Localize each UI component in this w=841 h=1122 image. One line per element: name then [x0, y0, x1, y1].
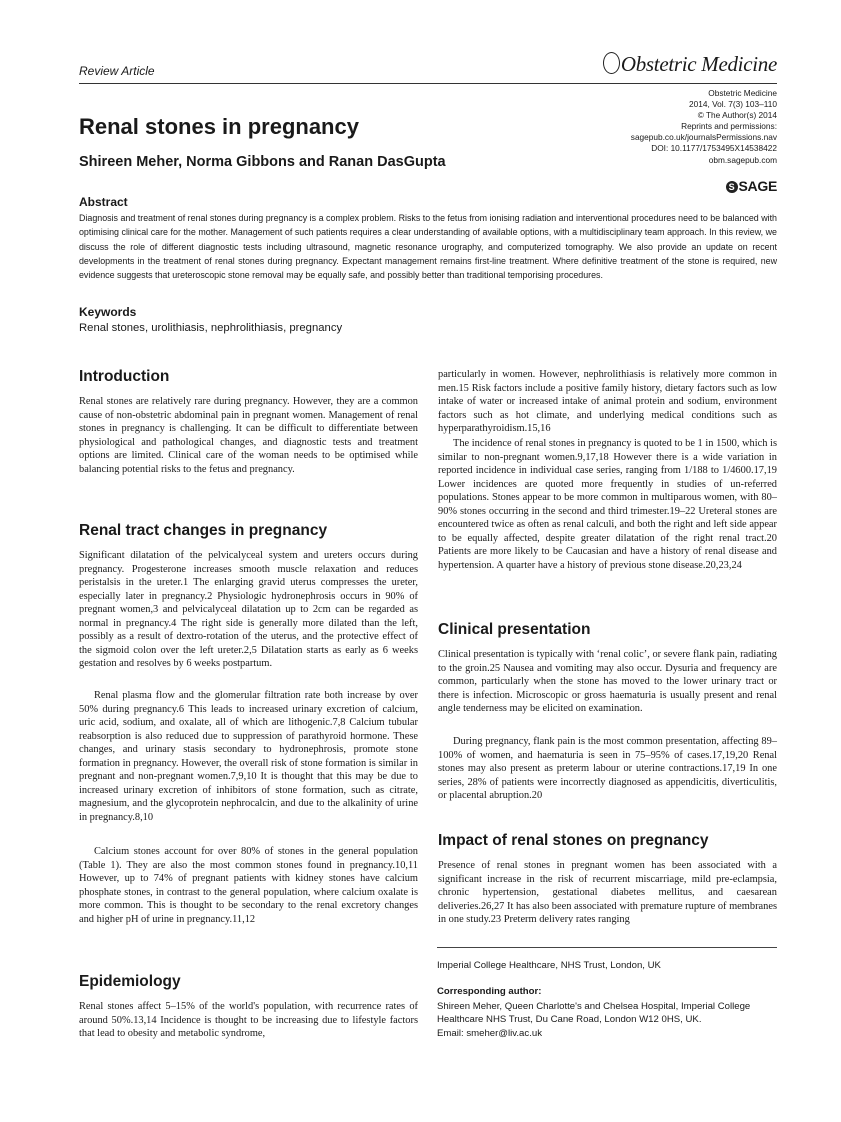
introduction-paragraph: Renal stones are relatively rare during pregnancy. However, they are a common cause of non-obstetric abdominal pain in pregnant women. Management of renal stones in pregnancy is challenging. It can be difficult to differentiate between physiological and pathological changes, and diagnostic tests and treatment options are limited. Clinical care of the woman needs to be optimised while balancing potential risks to the fetus and pregnancy.: [79, 396, 418, 475]
renal-tract-heading: Renal tract changes in pregnancy: [79, 522, 328, 539]
publisher-logo: [726, 178, 777, 194]
abstract-text: Diagnosis and treatment of renal stones during pregnancy is a complex problem. Risks to the fetus from ionising radiation and interventional procedures need to be balanced with optimising clinical care for the mother. Management of such patients requires a clear understanding of available options, with a multidisciplinary team approach. In this review, we discuss the role of different diagnostic tests including ultrasound, magnetic resonance urography, and computerized tomography. We also provide an update on recent developments in the treatment of renal stones during pregnancy. Expectant management remains first-line treatment. Where definitive treatment of the stone is required, new evidence suggests that ureteroscopic stone removal may be equally safe, and possibly better than traditional temporising procedures.: [79, 213, 777, 281]
corresponding-author: [437, 1000, 782, 1040]
epidemiology-paragraph: Renal stones affect 5–15% of the world's population, with recurrence rates of around 50%.13,14 Incidence is thought to be increasing due to lifestyle factors that lead to obesity and metabolic syndrome,: [79, 1001, 418, 1039]
epidemiology-heading: Epidemiology: [79, 973, 181, 990]
article-type-label: Review Article: [79, 64, 155, 78]
introduction-heading: Introduction: [79, 368, 170, 385]
article-title: Renal stones in pregnancy: [79, 114, 359, 139]
renal-tract-paragraph-2: Renal plasma flow and the glomerular filtration rate both increase by over 50% during pregnancy.6 This leads to increased urinary excretion of calcium, uric acid, sodium, and oxalate, all of which are lithogenic.7,8 Calcium tubular reabsorption is also reduced due to suppression of parathyroid hormone. These changes, and urinary stasis secondary to hydronephrosis, promote stone formation in pregnancy. However, the overall risk of stone formation is similar in pregnant and non-pregnant women.7,9,10 It is thought that this may be due to increased urinary excretion of inhibitors of stone formation, such as citrate, magnesium, and the glycoprotein nephrocalcin, and due to the alkalinity of urine in pregnancy.8,10: [79, 690, 418, 823]
renal-tract-paragraph-1: Significant dilatation of the pelvicalyceal system and ureters occurs during pregnancy. Progesterone increases smooth muscle relaxation and reduces peristalsis in the ureter.1 The enlarging gravid uterus compresses the ureter, especially later in pregnancy.2 Physiologic hydronephrosis occurs in 90% of pregnant women,3 and pelvicalyceal dilatation up to 2cm can be regarded as normal in pregnancy.4 The right side is generally more dilated than the left, possibly as a result of dextro-rotation of the uterus, and the protective effect of the sigmoid colon over the left ureter.2,5 Dilatation starts as early as 6 weeks gestation and resolves by 6 weeks postpartum.: [79, 550, 418, 669]
clinical-paragraph-1: Clinical presentation is typically with ‘renal colic’, or severe flank pain, radiating to the groin.25 Nausea and vomiting may also occur. Dysuria and frequency are common, particularly when the stone has moved to the lower urinary tract or there is infection. Microscopic or gross haematuria is usually present and renal angle tenderness may be elicited on examination.: [438, 649, 777, 714]
meta-volume: 2014, Vol. 7(3) 103–110: [689, 99, 777, 110]
footnote-rule: [437, 947, 777, 948]
affiliation: Imperial College Healthcare, NHS Trust, London, UK: [437, 960, 661, 971]
header-rule: [79, 83, 777, 84]
clinical-presentation-heading: Clinical presentation: [438, 621, 591, 638]
corresponding-author-heading: Corresponding author:: [437, 986, 542, 997]
corresponding-author-email[interactable]: Email: smeher@liv.ac.uk: [437, 1027, 542, 1039]
meta-permissions-link[interactable]: sagepub.co.uk/journalsPermissions.nav: [630, 132, 777, 143]
meta-journal: Obstetric Medicine: [708, 88, 777, 98]
renal-tract-paragraph-3: Calcium stones account for over 80% of stones in the general population (Table 1). They are also the most common stones found in pregnancy.10,11 However, up to 74% of pregnant patients with kidney stones have calcium phosphate stones, in contrast to the general population, where calcium oxalate is more common. This is thought to be secondary to the renal excretory changes and higher pH of urine in pregnancy.11,12: [79, 846, 418, 925]
corresponding-author-text: Shireen Meher, Queen Charlotte's and Chelsea Hospital, Imperial College Healthcare NHS Trust, Du Cane Road, London W12 0HS, UK.: [437, 1001, 751, 1026]
sage-icon: S: [726, 181, 738, 193]
publisher-name: SAGE: [738, 178, 777, 194]
epidemiology-continued-paragraph-2: The incidence of renal stones in pregnancy is quoted to be 1 in 1500, which is similar to non-pregnant women.9,17,18 However there is a wide variation in reported incidence in individual case series, ranging from 1/188 to 1/4600.17,19 Lower incidences are quoted more frequently in studies of un-referred populations. Stones appear to be more common in multiparous women, with 80–90% stones occurring in the second and third trimester.19–22 Ureteral stones are encountered twice as often as renal calculi, and both the right and left side appear to be equally affected, despite greater dilatation of the right renal tract.20 Patients are more likely to be Caucasian and have a history of renal disease and hypertension. A quarter have a history of previous stone disease.20,23,24: [438, 438, 777, 571]
meta-copyright: © The Author(s) 2014: [697, 110, 777, 121]
clinical-paragraph-2: During pregnancy, flank pain is the most common presentation, affecting 89–100% of women, and haematuria is seen in 75–95% of cases.17,19,20 Renal stones may also present as preterm labour or uterine contractions.17,19 In one series, 28% of patients were incorrectly diagnosed as appendicitis, diverticulitis, or placental abruption.20: [438, 736, 777, 801]
meta-reprints: Reprints and permissions:: [681, 121, 777, 132]
impact-heading: Impact of renal stones on pregnancy: [438, 832, 709, 849]
journal-meta: [557, 88, 777, 166]
impact-paragraph: Presence of renal stones in pregnant women has been associated with a significant increase in the risk of recurrent miscarriage, mild pre-eclampsia, chronic hypertension, gestational diabetes mellitus, and caesarean deliveries.26,27 It has also been associated with premature rupture of membranes in one study.23 Preterm delivery rates ranging: [438, 860, 777, 925]
journal-logo: [603, 52, 777, 77]
meta-doi[interactable]: DOI: 10.1177/1753495X14538422: [651, 143, 777, 154]
journal-logo-text: Obstetric Medicine: [620, 52, 777, 76]
keywords-heading: Keywords: [79, 305, 137, 319]
abstract-heading: Abstract: [79, 195, 128, 209]
keywords-text: Renal stones, urolithiasis, nephrolithiasis, pregnancy: [79, 322, 343, 334]
meta-website[interactable]: obm.sagepub.com: [708, 154, 777, 165]
article-authors: Shireen Meher, Norma Gibbons and Ranan DasGupta: [79, 154, 446, 170]
epidemiology-continued-paragraph-1: particularly in women. However, nephrolithiasis is relatively more common in men.15 Risk factors include a positive family history, dietary factors such as low intake of water or increased intake of animal protein and sodium, environment factors such as hot climate, and underlying medical conditions such as hyperparathyroidism.15,16: [438, 369, 777, 434]
logo-o-icon: [603, 52, 620, 74]
